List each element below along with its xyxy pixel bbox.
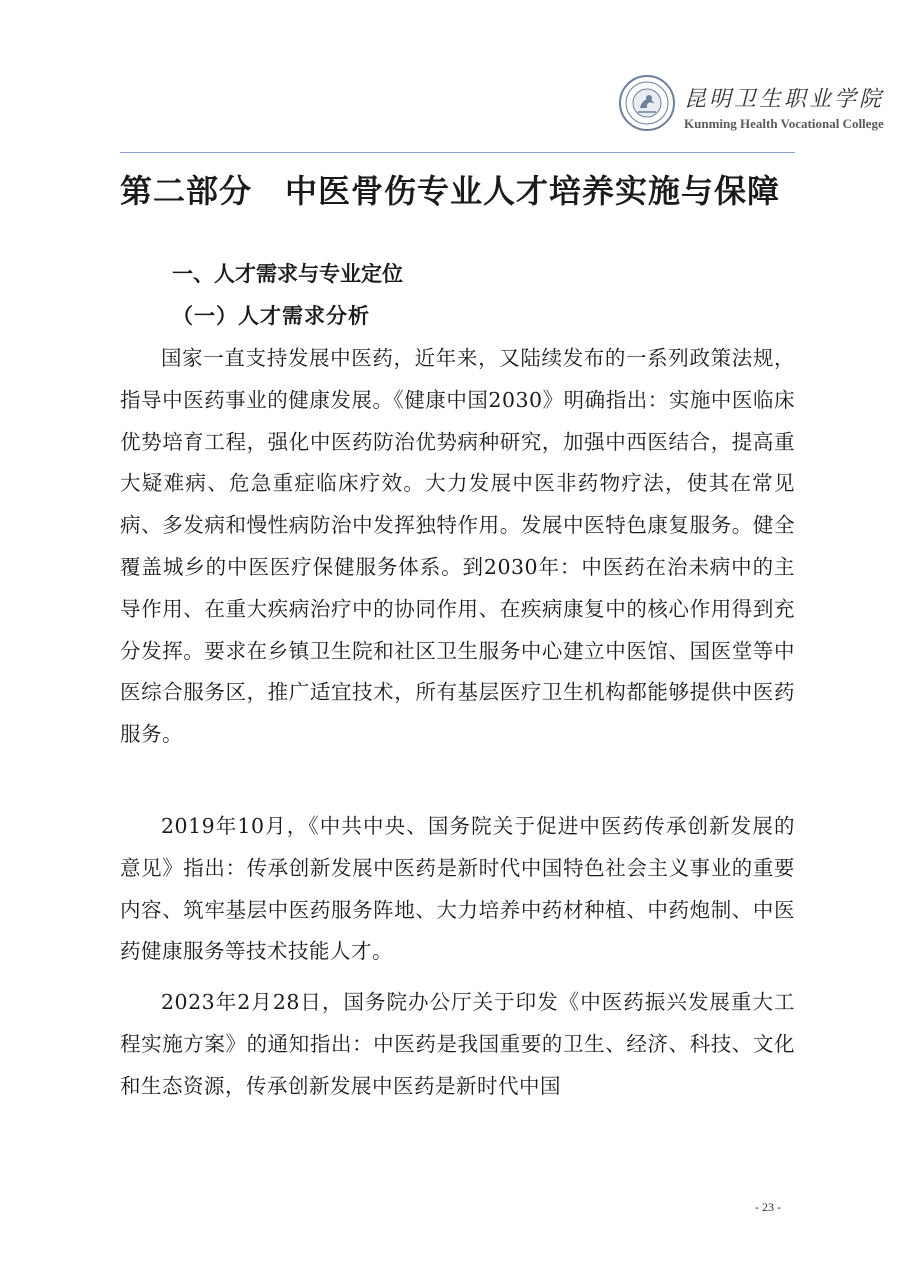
college-seal-icon — [618, 74, 676, 132]
college-name-chinese: 昆明卫生职业学院 — [684, 87, 885, 112]
body-paragraph: 2019年10月，《中共中央、国务院关于促进中医药传承创新发展的意见》指出：传承创新发展中医药是新时代中国特色社会主义事业的重要内容、筑牢基层中医药服务阵地、大力培养中药材种植、中药炮制、中医药健康服务等技术技能人才。 — [120, 814, 795, 964]
section-heading: 一、人才需求与专业定位 — [172, 262, 403, 286]
header-divider — [120, 152, 795, 153]
body-paragraph: 国家一直支持发展中医药，近年来，又陆续发布的一系列政策法规，指导中医药事业的健康发展。《健康中国2030》明确指出：实施中医临床优势培育工程，强化中医药防治优势病种研究，加强中西医结合，提高重大疑难病、危急重症临床疗效。大力发展中医非药物疗法，使其在常见病、多发病和慢性病防治中发挥独特作用。发展中医特色康复服务。健全覆盖城乡的中医医疗保健服务体系。到2030年：中医药在治未病中的主导作用、在重大疾病治疗中的协同作用、在疾病康复中的核心作用得到充分发挥。要求在乡镇卫生院和社区卫生服务中心建立中医馆、国医堂等中医综合服务区，推广适宜技术，所有基层医疗卫生机构都能够提供中医药服务。 — [120, 346, 795, 747]
body-paragraph: 2023年2月28日，国务院办公厅关于印发《中医药振兴发展重大工程实施方案》的通知指出：中医药是我国重要的卫生、经济、科技、文化和生态资源，传承创新发展中医药是新时代中国 — [120, 990, 795, 1098]
college-name-english: Kunming Health Vocational College — [684, 116, 884, 131]
page-title: 第二部分 中医骨伤专业人才培养实施与保障 — [120, 172, 781, 210]
page-number: - 23 - — [755, 1200, 781, 1214]
page-header — [610, 72, 885, 136]
subsection-heading: （一）人才需求分析 — [172, 303, 370, 328]
